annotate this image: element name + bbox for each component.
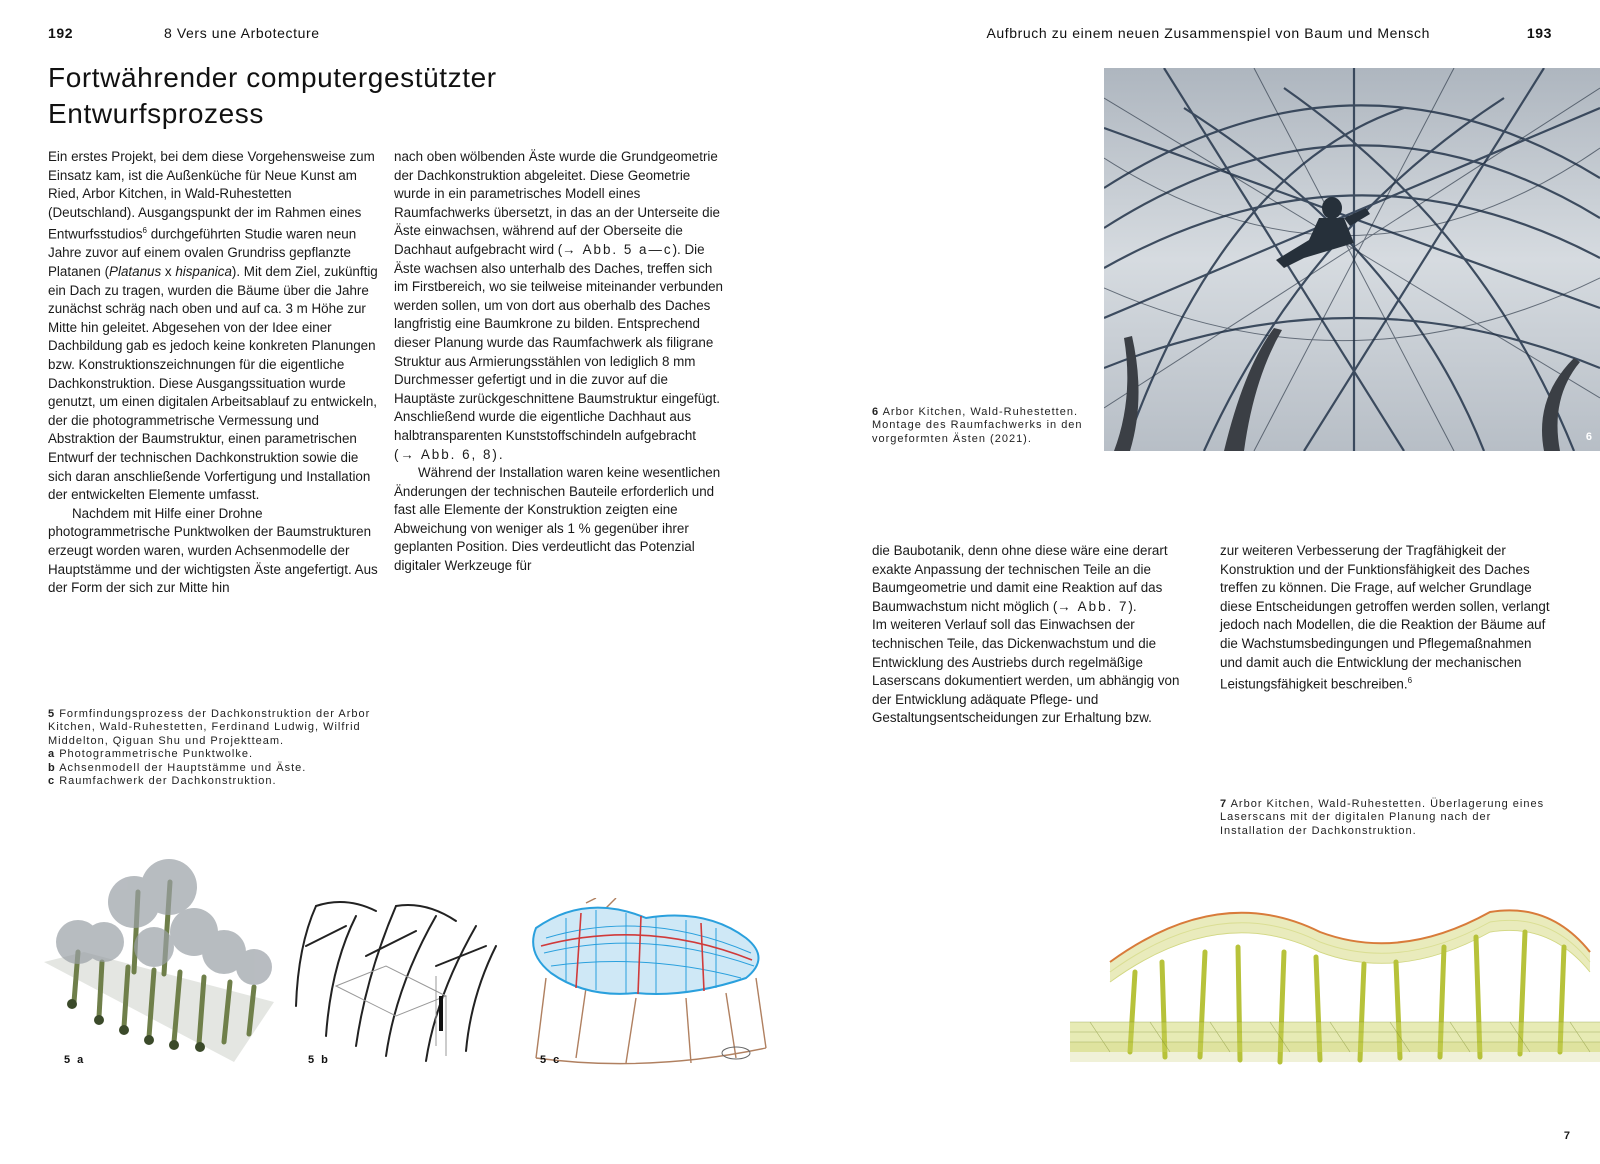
text-column-2	[394, 148, 724, 576]
left-page-number: 192	[48, 25, 74, 41]
figure-7-laser-scan-overlay	[1070, 892, 1600, 1078]
figure-label-5a: 5 a	[64, 1054, 86, 1066]
paragraph: Während der Installation waren keine wesentlichen Änderungen der technischen Bauteile erforderlich und fast alle Elemente der Konstruktion zeigten eine Abweichung von weniger als 1 % gegenüber ihrer geplanten Position. Dies verdeutlicht das Potenzial digitaler Werkzeuge für	[394, 465, 721, 574]
figure-reference[interactable]: → Abb. 7	[1057, 598, 1129, 614]
figure-label-5b: 5 b	[308, 1054, 330, 1066]
paragraph: Im weiteren Verlauf soll das Einwachsen der technischen Teile, das Dickenwachstum und die Entwicklung des Austriebs durch regelmäßige Laserscans dokumentiert werden, um abhängig von der Entwicklung adäquate Pflege- und Gestaltungsentscheidungen zur Erhaltung bzw.	[872, 617, 1180, 726]
photo-corner-label: 6	[1585, 431, 1594, 443]
paragraph: nach oben wölbenden Äste wurde die Grundgeometrie der Dachkonstruktion abgeleitet. Diese Geometrie wurde in ein parametrisches Modell eines Raumfachwerks übersetzt, in das an der Unterseite die Äste einwachsen, während auf der Oberseite die Dachhaut aufgebracht wird (→ Abb. 5 a—c). Die Äste wachsen also unterhalb des Daches, treffen sich im Firstbereich, wo sie teilweise miteinander verbunden werden sollen, um von dort aus oberhalb des Daches langfristig eine Baumkrone zu bilden. Entsprechend dieser Planung wurde das Raumfachwerk als filigrane Struktur aus Armierungsstählen von lediglich 8 mm Durchmesser gefertigt und in die zuvor auf die Hauptäste zurückgeschnittene Baumstruktur eingefügt. Anschließend wurde die eigentliche Dachhaut aus halbtransparenten Kunststoffschindeln aufgebracht	[394, 149, 723, 443]
figure-reference[interactable]: (→ Abb. 6, 8).	[394, 446, 505, 462]
paragraph: zur weiteren Verbesserung der Tragfähigkeit der Konstruktion und der Funktionsfähigkeit des Daches treffen zu können. Die Frage, auf welcher Grundlage diese Entscheidungen getroffen werden sollen, verlangt jedoch nach Modellen, die die Reaktion der Bäume auf die Wachstumsbedingungen und Pflegemaßnahmen und damit auch die Entwicklung der mechanischen Leistungsfähigkeit beschreiben.$^6$	[1220, 543, 1550, 692]
title-line-1: Fortwährender computergestützter	[48, 62, 497, 93]
photo-arbor-kitchen-installation	[1104, 68, 1600, 451]
caption-figure-5: 5 Formfindungsprozess der Dachkonstruktion der Arbor Kitchen, Wald-Ruhestetten, Ferdinand Ludwig, Wilfrid Middelton, Qiguan Shu und Projektteam. a Photogrammetrische Punktwolke. b Achsenmodell der Hauptstämme und Äste. c Raumfachwerk der Dachkonstruktion.	[48, 708, 371, 788]
figure-5a-point-cloud	[44, 852, 274, 1062]
figure-reference-line	[394, 446, 724, 465]
text-column-1	[48, 148, 378, 598]
paragraph: die Baubotanik, denn ohne diese wäre eine derart exakte Anpassung der technischen Teile an die Baumgeometrie und damit eine Reaktion auf das Baumwachstum nicht möglich (→ Abb. 7).	[872, 543, 1168, 614]
figure-reference[interactable]: → Abb. 5 a—c	[562, 241, 673, 257]
chapter-title: 8 Vers une Arbotecture	[164, 25, 320, 41]
caption-figure-6: 6 Arbor Kitchen, Wald-Ruhestetten. Montage des Raumfachwerks in den vorgeformten Ästen (2021).	[872, 406, 1083, 445]
footer-page-number: 7	[1563, 1130, 1570, 1142]
running-title: Aufbruch zu einem neuen Zusammenspiel von Baum und Mensch	[986, 25, 1430, 41]
photo-illustration	[1104, 68, 1600, 451]
section-title	[48, 60, 497, 132]
figure-label-5c: 5 c	[540, 1054, 562, 1066]
figure-5b-axis-model	[286, 886, 506, 1076]
paragraph: Nachdem mit Hilfe einer Drohne photogrammetrische Punktwolken der Baumstrukturen erzeugt worden waren, wurden Achsenmodelle der Hauptstämme und der wichtigsten Äste angefertigt. Aus der Form der sich zur Mitte hin	[48, 505, 378, 596]
figure-5c-space-truss	[526, 898, 776, 1068]
caption-figure-7: 7 Arbor Kitchen, Wald-Ruhestetten. Überlagerung eines Laserscans mit der digitalen Planung nach der Installation der Dachkonstruktion.	[1220, 798, 1545, 837]
text-column-4	[1220, 542, 1550, 694]
title-line-2: Entwurfsprozess	[48, 98, 264, 129]
paragraph: Ein erstes Projekt, bei dem diese Vorgehensweise zum Einsatz kam, ist die Außenküche für Neue Kunst am Ried, Arbor Kitchen, in Wald-Ruhestetten (Deutschland). Ausgangspunkt der im Rahmen eines Entwurfsstudios$^6$ durchgeführten Studie waren neun Jahre zuvor auf einem ovalen Grundriss gepflanzte Platanen (Platanus x hispanica). Mit dem Ziel, zukünftig ein Dach zu tragen, wurden die Bäume über die Jahre zunächst schräg nach oben und auf ca. 3 m Höhe zur Mitte hin geleitet. Abgesehen von der Idee einer Dachbildung gab es jedoch keine konkreten Planungen bzw. Konstruktionszeichnungen für die eigentliche Dachkonstruktion. Diese Ausgangssituation wurde genutzt, um einen digitalen Arbeitsablauf zu entwickeln, der die photogrammetrische Vermessung und Abstraktion der Baumstruktur, einen parametrischen Entwurf der technischen Dachkonstruktion sowie die sich daran anschließende Vorfertigung und Installation der entwickelten Elemente umfasst.	[48, 149, 378, 503]
right-page-number: 193	[1526, 25, 1552, 41]
text-column-3	[872, 542, 1202, 728]
